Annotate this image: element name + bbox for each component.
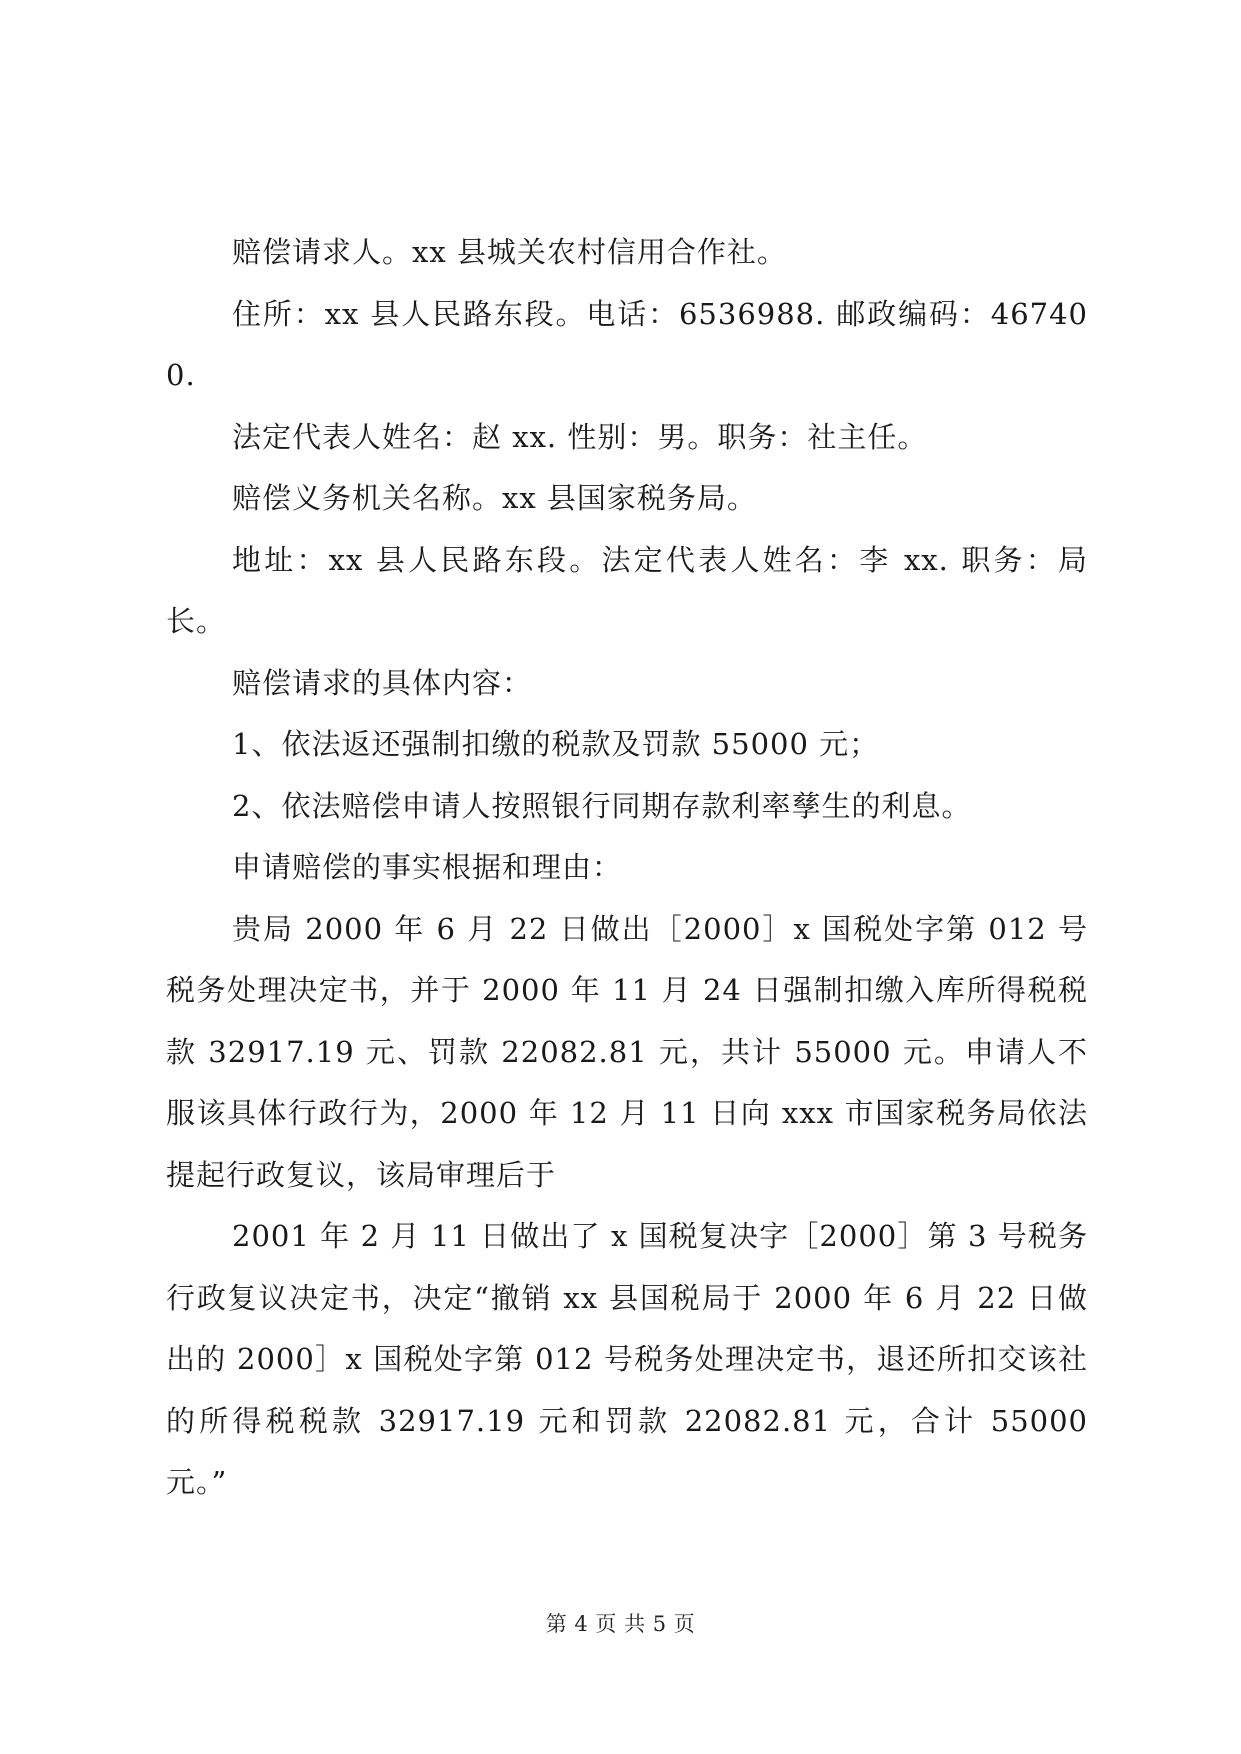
paragraph-facts: 贵局 2000 年 6 月 22 日做出［2000］x 国税处字第 012 号税务处理决定书，并于 2000 年 11 月 24 日强制扣缴入库所得税税款 32917.19 元、罚款 22082.81 元，共计 55000 元。申请人不服该具体行政行为，2000 年 12 月 11 日向 xxx 市国家税务局依法提起行政复议，该局审理后于 xyxy=(166,911,1088,1192)
paragraph-legal-representative: 法定代表人姓名：赵 xx. 性别：男。职务：社主任。 xyxy=(232,419,928,454)
paragraph-claim-heading: 赔偿请求的具体内容： xyxy=(232,665,533,700)
paragraph-address: 住所：xx 县人民路东段。电话：6536988. 邮政编码：467400. xyxy=(166,296,1088,392)
paragraph-claimant: 赔偿请求人。xx 县城关农村信用合作社。 xyxy=(232,235,787,269)
page-number-footer: 第 4 页 共 5 页 xyxy=(545,1612,696,1636)
paragraph-obligor-address: 地址：xx 县人民路东段。法定代表人姓名：李 xx. 职务：局长。 xyxy=(166,542,1088,638)
paragraph-obligor-name: 赔偿义务机关名称。xx 县国家税务局。 xyxy=(232,481,757,515)
paragraph-reasons-heading: 申请赔偿的事实根据和理由： xyxy=(232,850,623,884)
paragraph-review-decision: 2001 年 2 月 11 日做出了 x 国税复决字［2000］第 3 号税务行政复议决定书，决定“撤销 xx 县国税局于 2000 年 6 月 22 日做出的 2000］x 国税处字第 012 号税务处理决定书，退还所扣交该社的所得税税款 32917.19 元和罚款 22082.81 元，合计 55000 元。” xyxy=(166,1219,1088,1499)
document-body xyxy=(166,222,1088,1514)
paragraph-claim-item-1: 1、依法返还强制扣缴的税款及罚款 55000 元； xyxy=(232,727,880,761)
paragraph-claim-item-2: 2、依法赔偿申请人按照银行同期存款利率孳生的利息。 xyxy=(232,788,972,823)
